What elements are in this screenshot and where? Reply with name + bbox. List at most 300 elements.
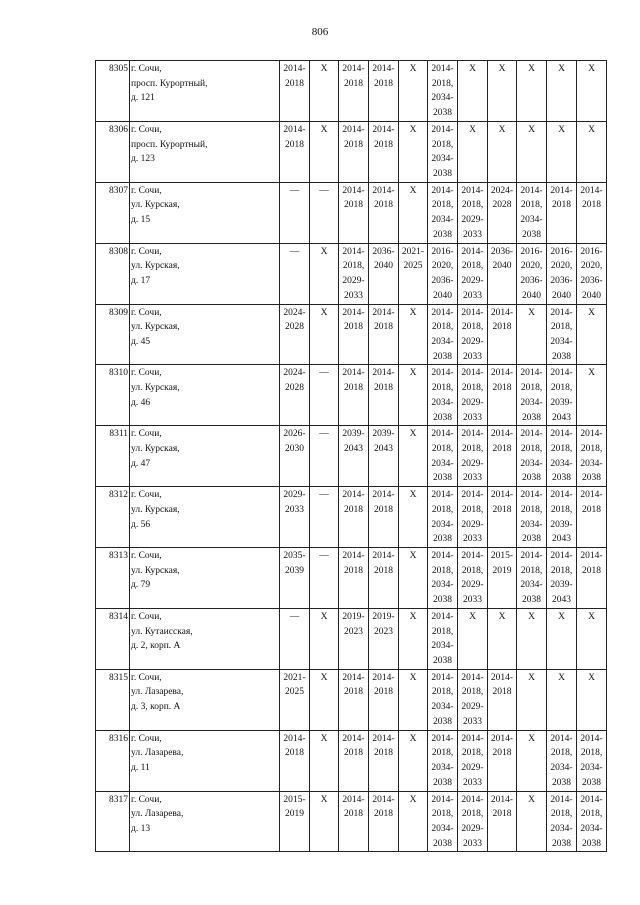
period-cell: [577, 365, 607, 426]
period-cell: [310, 61, 339, 122]
period-cell: [280, 487, 310, 548]
period-line: 2014-: [461, 672, 484, 683]
period-cell: [577, 304, 607, 365]
period-cell: [577, 61, 607, 122]
period-cell: [428, 121, 458, 182]
address-cell: [130, 669, 280, 730]
period-line: 2018: [344, 78, 363, 89]
period-line: 2018: [374, 139, 393, 150]
period-line: 2029-: [461, 702, 484, 713]
period-line: 2018,: [431, 687, 454, 698]
period-line: 2014-: [550, 368, 573, 379]
period-line: 2033: [463, 838, 482, 849]
period-line: 2021-: [401, 246, 425, 257]
address-line: ул. Курская,: [131, 261, 180, 272]
period-cell: [547, 61, 577, 122]
period-line: X: [409, 307, 417, 318]
period-line: 2014-: [580, 429, 603, 440]
period-line: 2036-: [580, 276, 603, 287]
period-cell: [428, 426, 458, 487]
address-line: г. Сочи,: [131, 611, 162, 622]
period-cell: [577, 487, 607, 548]
period-line: 2014-: [342, 64, 365, 74]
period-cell: [488, 61, 517, 122]
period-line: —: [289, 611, 300, 622]
period-line: X: [588, 124, 595, 135]
period-cell: [428, 365, 458, 426]
period-cell: [517, 426, 547, 487]
period-line: 2018: [344, 383, 363, 394]
period-line: 2014-: [461, 490, 484, 501]
period-cell: [428, 791, 458, 852]
period-cell: [369, 730, 399, 791]
period-cell: [310, 791, 339, 852]
period-line: 2038: [522, 534, 541, 545]
period-cell: [339, 243, 369, 304]
period-line: 2014-: [342, 794, 365, 805]
period-line: 2023: [344, 626, 363, 637]
period-line: —: [319, 490, 329, 501]
period-line: 2018,: [461, 687, 484, 698]
period-cell: [577, 121, 607, 182]
period-cell: [547, 426, 577, 487]
period-cell: [517, 548, 547, 609]
period-line: 2019: [492, 565, 512, 576]
period-line: 2018,: [550, 383, 573, 394]
period-line: 2019: [285, 809, 304, 820]
period-line: X: [320, 307, 328, 318]
period-line: 2014-: [580, 794, 603, 805]
period-line: 2016-: [550, 246, 573, 257]
period-line: 2014-: [431, 185, 454, 196]
period-line: 2014-: [431, 794, 454, 805]
period-cell: [369, 608, 399, 669]
period-cell: [488, 182, 517, 243]
period-line: 2021-: [283, 672, 306, 683]
period-cell: [399, 791, 428, 852]
period-line: X: [469, 124, 476, 135]
period-line: 2014-: [580, 185, 603, 196]
period-line: 2033: [463, 716, 482, 727]
table-body: [96, 61, 607, 852]
period-cell: [339, 304, 369, 365]
row-number: 8306: [96, 121, 130, 182]
period-cell: [310, 548, 339, 609]
period-line: 2014-: [372, 490, 395, 501]
period-cell: [517, 730, 547, 791]
period-line: —: [319, 368, 329, 379]
table-row: [96, 121, 607, 182]
period-cell: [399, 61, 428, 122]
period-line: 2039-: [550, 397, 573, 408]
period-cell: [399, 487, 428, 548]
period-line: 2033: [463, 595, 482, 606]
period-line: 2014-: [490, 733, 514, 744]
period-cell: [399, 121, 428, 182]
period-line: 2038: [433, 534, 452, 545]
period-line: 2039: [285, 565, 304, 576]
period-line: 2014-: [490, 307, 514, 318]
period-line: X: [320, 246, 328, 257]
period-line: 2038: [433, 595, 452, 606]
period-line: X: [409, 611, 417, 622]
period-line: 2014-: [431, 64, 454, 74]
period-line: 2034-: [431, 702, 454, 713]
period-line: 2033: [463, 534, 482, 545]
period-line: 2014-: [461, 185, 484, 196]
period-line: 2029-: [342, 276, 365, 287]
period-line: 2018: [374, 687, 393, 698]
address-line: г. Сочи,: [131, 733, 162, 744]
period-line: 2029-: [461, 276, 484, 287]
period-cell: [310, 365, 339, 426]
period-line: 2014-: [431, 490, 454, 501]
period-cell: [399, 669, 428, 730]
period-cell: [310, 730, 339, 791]
period-cell: [547, 548, 577, 609]
period-cell: [339, 61, 369, 122]
period-cell: [339, 365, 369, 426]
address-line: ул. Лазарева,: [131, 809, 184, 820]
period-cell: [458, 730, 488, 791]
period-line: 2038: [552, 838, 571, 849]
address-cell: [130, 182, 280, 243]
period-line: X: [409, 490, 417, 501]
address-line: ул. Курская,: [131, 383, 180, 394]
period-line: X: [320, 733, 328, 744]
period-line: X: [588, 368, 595, 379]
period-line: 2014-: [342, 551, 365, 561]
address-cell: [130, 426, 280, 487]
period-cell: [547, 487, 577, 548]
period-line: 2014-: [431, 124, 454, 135]
period-cell: [428, 487, 458, 548]
period-line: 2018,: [431, 809, 454, 820]
period-line: 2038: [433, 716, 452, 727]
period-cell: [399, 730, 428, 791]
period-line: 2029-: [461, 823, 484, 834]
address-line: д. 56: [131, 519, 151, 530]
period-line: 2014-: [461, 733, 484, 744]
period-line: 2018: [344, 139, 363, 150]
period-line: 2043: [552, 534, 571, 545]
period-cell: [339, 121, 369, 182]
address-line: д. 13: [131, 823, 151, 834]
period-cell: [458, 121, 488, 182]
period-line: 2038: [433, 777, 452, 788]
period-line: 2043: [374, 443, 393, 454]
period-line: 2014-: [431, 429, 454, 440]
period-cell: [310, 669, 339, 730]
period-line: 2018,: [461, 383, 484, 394]
period-cell: [517, 608, 547, 669]
address-line: г. Сочи,: [131, 490, 162, 501]
period-cell: [369, 182, 399, 243]
period-line: 2018,: [520, 383, 543, 394]
address-line: д. 121: [131, 93, 155, 104]
period-line: 2034-: [580, 763, 603, 774]
row-number: 8309: [96, 304, 130, 365]
period-line: 2014-: [342, 672, 365, 683]
period-line: X: [558, 611, 565, 622]
period-line: 2039-: [550, 580, 573, 591]
period-line: 2018: [344, 748, 363, 759]
period-line: 2018: [492, 322, 512, 333]
period-line: X: [528, 64, 535, 74]
period-cell: [488, 121, 517, 182]
period-cell: [517, 243, 547, 304]
period-line: 2038: [522, 595, 541, 606]
period-line: 2018,: [461, 565, 484, 576]
period-line: 2014-: [580, 490, 603, 501]
table-row: [96, 548, 607, 609]
period-line: 2018,: [431, 200, 454, 211]
period-cell: [339, 182, 369, 243]
period-line: 2014-: [580, 733, 603, 744]
period-line: 2034-: [550, 823, 573, 834]
period-line: 2034-: [431, 763, 454, 774]
period-cell: [577, 548, 607, 609]
table-row: [96, 608, 607, 669]
period-line: 2018,: [461, 809, 484, 820]
period-line: 2040: [582, 290, 601, 301]
table-row: [96, 426, 607, 487]
period-line: 2014-: [283, 124, 306, 135]
period-line: 2043: [344, 443, 363, 454]
period-line: 2018: [374, 748, 393, 759]
period-line: 2014-: [520, 429, 543, 440]
period-cell: [280, 304, 310, 365]
period-cell: [517, 61, 547, 122]
period-line: 2018: [344, 504, 363, 515]
table-row: [96, 730, 607, 791]
period-cell: [428, 669, 458, 730]
period-line: 2028: [285, 383, 304, 394]
period-line: 2018: [344, 565, 363, 576]
period-line: 2025: [285, 687, 304, 698]
period-line: 2018,: [520, 504, 543, 515]
period-cell: [428, 730, 458, 791]
period-line: 2018: [374, 809, 393, 820]
address-line: д. 3, корп. А: [131, 702, 181, 713]
address-line: д. 47: [131, 458, 151, 469]
period-cell: [399, 304, 428, 365]
address-line: д. 11: [131, 763, 150, 774]
address-line: г. Сочи,: [131, 551, 162, 561]
period-cell: [369, 487, 399, 548]
table-row: [96, 791, 607, 852]
period-cell: [399, 608, 428, 669]
address-line: ул. Курская,: [131, 322, 180, 333]
period-line: 2038: [522, 229, 541, 240]
period-line: 2036-: [520, 276, 543, 287]
period-cell: [428, 61, 458, 122]
period-line: 2018,: [520, 565, 543, 576]
period-cell: [488, 669, 517, 730]
period-cell: [280, 182, 310, 243]
period-cell: [280, 243, 310, 304]
period-line: 2014-: [372, 794, 395, 805]
period-cell: [547, 365, 577, 426]
period-cell: [577, 243, 607, 304]
period-cell: [310, 243, 339, 304]
period-line: 2018,: [431, 139, 454, 150]
address-line: г. Сочи,: [131, 64, 162, 74]
period-line: X: [528, 124, 535, 135]
period-line: 2029-: [461, 580, 484, 591]
address-line: ул. Лазарева,: [131, 687, 184, 698]
period-line: 2034-: [520, 580, 543, 591]
period-line: 2018,: [461, 261, 484, 272]
period-line: 2018,: [431, 322, 454, 333]
period-line: 2036-: [490, 246, 514, 257]
period-line: 2033: [463, 229, 482, 240]
address-line: г. Сочи,: [131, 429, 162, 440]
period-line: 2038: [433, 108, 452, 119]
period-line: 2014-: [550, 733, 573, 744]
period-line: 2018,: [520, 200, 543, 211]
period-cell: [369, 121, 399, 182]
period-line: 2033: [463, 351, 482, 362]
address-cell: [130, 548, 280, 609]
period-line: 2020,: [431, 261, 454, 272]
period-line: 2018: [344, 687, 363, 698]
period-line: 2014-: [550, 429, 573, 440]
period-line: 2014-: [520, 551, 543, 561]
period-line: 2018,: [550, 565, 573, 576]
period-line: 2018,: [431, 565, 454, 576]
period-line: X: [528, 611, 535, 622]
address-line: ул. Лазарева,: [131, 748, 184, 759]
period-line: 2029-: [461, 458, 484, 469]
period-cell: [458, 608, 488, 669]
period-line: 2039-: [372, 429, 395, 440]
period-line: 2018,: [520, 443, 543, 454]
period-cell: [577, 426, 607, 487]
period-cell: [577, 608, 607, 669]
period-line: 2034-: [520, 215, 543, 226]
period-cell: [339, 669, 369, 730]
period-cell: [428, 548, 458, 609]
period-line: X: [528, 794, 535, 805]
period-line: 2014-: [550, 185, 573, 196]
period-line: X: [320, 64, 328, 74]
table-row: [96, 304, 607, 365]
period-line: 2014-: [431, 611, 454, 622]
period-cell: [488, 487, 517, 548]
period-line: 2018,: [580, 748, 603, 759]
period-line: 2040: [552, 290, 571, 301]
period-line: 2014-: [283, 733, 306, 744]
period-line: 2014-: [490, 368, 514, 379]
address-line: ул. Курская,: [131, 200, 180, 211]
address-line: ул. Курская,: [131, 443, 180, 454]
period-line: 2018: [374, 504, 393, 515]
period-cell: [547, 182, 577, 243]
row-number: 8315: [96, 669, 130, 730]
period-line: 2014-: [550, 551, 573, 561]
period-line: X: [558, 124, 565, 135]
period-line: 2038: [552, 777, 571, 788]
period-line: 2034-: [520, 519, 543, 530]
period-line: 2030: [285, 443, 304, 454]
period-line: 2018,: [550, 443, 573, 454]
period-line: 2018: [552, 200, 571, 211]
address-cell: [130, 487, 280, 548]
period-line: 2014-: [342, 733, 365, 744]
address-line: ул. Кутаисская,: [131, 626, 193, 637]
period-line: 2033: [344, 290, 363, 301]
period-line: 2018,: [461, 504, 484, 515]
period-cell: [310, 487, 339, 548]
period-cell: [488, 730, 517, 791]
period-line: 2029-: [461, 397, 484, 408]
period-cell: [369, 304, 399, 365]
period-line: 2018: [582, 504, 601, 515]
period-line: 2018,: [550, 748, 573, 759]
period-cell: [369, 669, 399, 730]
period-line: 2029-: [461, 763, 484, 774]
period-line: X: [320, 672, 328, 683]
period-cell: [399, 365, 428, 426]
period-line: X: [409, 368, 417, 379]
period-line: 2018,: [461, 322, 484, 333]
period-line: 2018,: [550, 504, 573, 515]
period-line: 2029-: [461, 215, 484, 226]
period-line: 2018: [285, 78, 304, 89]
period-line: —: [319, 551, 329, 561]
period-line: 2018,: [431, 443, 454, 454]
period-line: 2014-: [580, 551, 603, 561]
period-cell: [280, 61, 310, 122]
address-line: г. Сочи,: [131, 307, 162, 318]
period-line: 2018: [374, 78, 393, 89]
period-line: 2014-: [372, 551, 395, 561]
period-line: 2018,: [461, 443, 484, 454]
period-line: 2014-: [372, 64, 395, 74]
period-line: 2014-: [342, 246, 365, 257]
period-cell: [428, 182, 458, 243]
period-line: 2018,: [550, 322, 573, 333]
period-line: 2015-: [283, 794, 306, 805]
address-line: г. Сочи,: [131, 368, 162, 379]
period-line: 2014-: [550, 794, 573, 805]
period-line: X: [588, 64, 595, 74]
period-line: 2029-: [283, 490, 306, 501]
period-line: 2018,: [461, 748, 484, 759]
period-cell: [458, 487, 488, 548]
period-line: 2018: [374, 383, 393, 394]
period-line: 2034-: [431, 154, 454, 165]
period-line: 2034-: [431, 458, 454, 469]
period-cell: [517, 182, 547, 243]
period-line: 2034-: [580, 458, 603, 469]
address-cell: [130, 243, 280, 304]
period-line: X: [588, 307, 595, 318]
period-cell: [280, 426, 310, 487]
address-line: ул. Курская,: [131, 565, 180, 576]
period-line: —: [319, 429, 329, 440]
period-cell: [339, 791, 369, 852]
period-line: 2014-: [431, 672, 454, 683]
period-line: 2034-: [550, 763, 573, 774]
period-line: X: [498, 124, 506, 135]
period-cell: [458, 304, 488, 365]
period-line: 2034-: [431, 397, 454, 408]
period-line: 2014-: [372, 124, 395, 135]
period-line: 2014-: [550, 490, 573, 501]
period-line: X: [409, 733, 417, 744]
